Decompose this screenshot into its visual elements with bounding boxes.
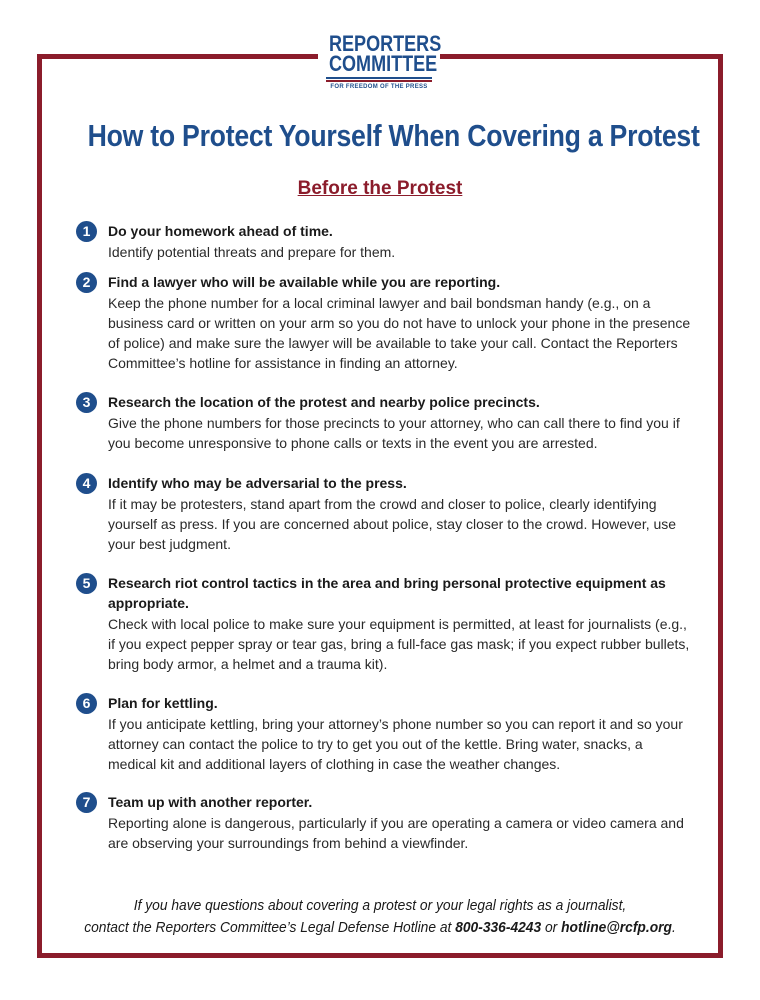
logo-tagline: FOR FREEDOM OF THE PRESS [330,84,428,90]
hotline-phone: 800-336-4243 [455,919,542,936]
number-badge: 6 [76,693,97,714]
item-title: Research riot control tactics in the area and bring personal protective equipment as appropriate. [108,575,666,611]
tips-list [76,221,694,853]
item-title: Plan for kettling. [108,695,218,711]
item-title: Team up with another reporter. [108,794,313,810]
footer-line-1: If you have questions about covering a protest or your legal rights as a journalist, [133,897,627,914]
item-body: If it may be protesters, stand apart from the crowd and closer to police, clearly identifying yourself as press. If you are concerned about police, stay closer to the crowd. However, use your best judgment. [108,496,677,552]
footer-note [76,895,683,939]
number-badge: 7 [76,792,97,813]
item-body: Keep the phone number for a local criminal lawyer and bail bondsman handy (e.g., on a business card or written on your arm so you do not have to unlock your phone in the presence of police) and make sure the lawyer will be available to take your call. Contact the Reporters Committee’s hotline for assistance in finding an attorney. [108,295,691,371]
item-title: Find a lawyer who will be available while you are reporting. [108,274,501,290]
number-badge: 4 [76,473,97,494]
logo-line-1: REPORTERS [328,31,442,56]
rcfp-logo [318,31,442,96]
list-item [76,473,694,554]
list-item [76,693,694,774]
item-body: Reporting alone is dangerous, particularly if you are operating a camera or video camera and are observing your surroundings from behind a viewfinder. [108,815,684,851]
number-badge: 3 [76,392,97,413]
item-title: Identify who may be adversarial to the press. [108,475,407,491]
list-item [76,392,694,453]
item-body: Check with local police to make sure your equipment is permitted, at least for journalists (e.g., if you expect pepper spray or tear gas, bring a full-face gas mask; if you expect rubber bullets, bring body armor, a helmet and a trauma kit). [108,616,690,672]
item-body: If you anticipate kettling, bring your attorney’s phone number so you can report it and so your attorney can contact the police to try to get you out of the kettle. Bring water, snacks, a medical kit and additional layers of clothing in case the weather changes. [108,716,683,772]
item-body: Give the phone numbers for those precincts to your attorney, who can call there to find you if you become unresponsive to phone calls or texts in the event you are arrested. [108,415,680,451]
footer-connector: or [541,919,562,936]
list-item [76,792,694,853]
footer-end: . [671,919,676,936]
section-title: Before the Protest [297,178,463,199]
hotline-email: hotline@rcfp.org [561,919,672,936]
list-item [76,272,694,373]
number-badge: 1 [76,221,97,242]
item-title: Do your homework ahead of time. [108,223,333,239]
number-badge: 2 [76,272,97,293]
logo-line-2: COMMITTEE [328,51,438,76]
logo-stripes [326,76,432,84]
item-title: Research the location of the protest and nearby police precincts. [108,394,540,410]
footer-line-2-text: contact the Reporters Committee’s Legal Defense Hotline at [84,919,456,936]
page-title: How to Protect Yourself When Covering a Protest [87,118,700,153]
item-body: Identify potential threats and prepare for them. [108,244,396,260]
footer-line-2 [76,917,683,939]
list-item [76,573,694,674]
list-item [76,221,694,262]
number-badge: 5 [76,573,97,594]
